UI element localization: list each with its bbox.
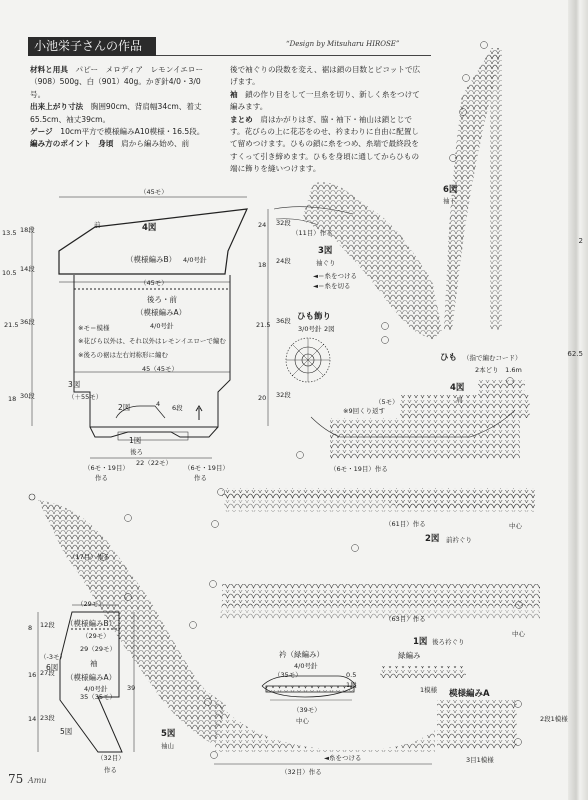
tie-ornament	[286, 338, 330, 382]
instruction-para-left-2: ゲージ 10cm平方で模様編みA10模様・16.5段。	[30, 127, 205, 137]
chart-label: ◄糸をつける	[324, 754, 362, 762]
instruction-para-left-1: 出来上がり寸法 胸囲90cm、背肩幅34cm、着丈65.5cm、袖丈39cm。	[30, 102, 202, 124]
body-label: 2図	[118, 403, 131, 412]
body-label: （6モ・19目）	[84, 464, 129, 472]
body-label: （45モ）	[140, 279, 168, 287]
chart-label: 衿（緑編み）	[279, 650, 324, 659]
sleeve-label: 29（29モ）	[80, 645, 117, 653]
instruction-para-left-3: 編み方のポイント 身頃 肩から編み始め、前	[30, 139, 190, 149]
chart-label: 3目1模様	[466, 756, 494, 764]
chart-label: ◄＝糸を切る	[313, 282, 351, 290]
chart-label: （17目）作る	[69, 553, 110, 561]
chart-label: （5モ）	[375, 398, 399, 406]
sleeve-dimension: 12段	[40, 621, 55, 629]
sleeve-label: （29モ）	[82, 632, 110, 640]
body-dimension: 18	[258, 261, 267, 269]
sleeve-dimension: 16	[28, 671, 37, 679]
body-label: ※花びら以外は、それ以外はレモンイエローで編む	[78, 337, 226, 345]
chart-label: （32目）作る	[281, 768, 322, 776]
body-label: 45（45モ）	[142, 365, 179, 373]
chart-label: 中心	[509, 522, 522, 530]
body-dimension: 36段	[276, 317, 291, 325]
sleeve-label: （模様編みA）	[66, 673, 117, 682]
magazine-name: Amu	[28, 776, 47, 785]
body-dimension: 36段	[20, 318, 35, 326]
chart-label: （6モ・19目）作る	[330, 465, 388, 473]
body-label: （45モ）	[140, 188, 168, 196]
chart-label: 緑編み	[398, 651, 421, 660]
body-label: 4図	[142, 223, 157, 233]
body-dimension: 14段	[20, 265, 35, 273]
body-label: 1図	[129, 436, 142, 445]
body-label: （6モ・19目）	[184, 464, 229, 472]
body-label: 3図	[68, 380, 81, 389]
chart-label: 袖下	[443, 197, 456, 205]
chart-label: 1模様	[420, 686, 438, 694]
body-dimension: 18段	[20, 226, 35, 234]
sleeve-label: （29モ）	[77, 600, 105, 608]
chart-label: ひも飾り	[297, 312, 332, 322]
chart-label: （39モ）	[293, 706, 321, 714]
body-dimension: 24段	[276, 257, 291, 265]
instruction-para-left-0: 材料と用具 パピー メロディア レモンイエロー（908）500g、白（901）40g。かぎ針4/0・3/0号。	[30, 65, 204, 99]
body-dimension: 18	[8, 395, 17, 403]
design-credit: “Design by Mitsuharu HIROSE”	[286, 40, 400, 48]
body-label: 4	[156, 400, 161, 408]
body-label: 後ろ	[130, 448, 143, 456]
chart-label: 2図	[324, 325, 335, 333]
chart-label: 2図	[425, 534, 440, 544]
body-dimension: 32段	[276, 219, 291, 227]
sleeve-dimension: 23段	[40, 714, 55, 722]
body-label: 22（22モ）	[136, 459, 173, 467]
body-dimension: 30段	[20, 392, 35, 400]
body-label: （模様編みB）	[126, 255, 177, 264]
body-dimension: 20	[258, 394, 267, 402]
chart-label: 模様編みA	[449, 689, 490, 699]
body-label: ※後ろの裾は左右対称形に編む	[78, 351, 168, 359]
body-label: 前	[94, 221, 101, 229]
body-dimension: 13.5	[2, 229, 17, 237]
sleeve-label: 5図	[60, 727, 73, 736]
chart-label: 中心	[512, 630, 525, 638]
chart-label: 袖ぐり	[316, 259, 336, 267]
chart-label: （指で編むコード）	[463, 354, 522, 362]
chart-label: 1段	[346, 681, 357, 689]
body-label: （模様編みA）	[136, 308, 187, 317]
chart-label: 肩	[456, 396, 463, 404]
sleeve-dimension: 27段	[40, 669, 55, 677]
sleeve-label: 袖	[90, 659, 98, 668]
chart-label: 6図	[443, 185, 458, 195]
article-title: 小池栄子さんの作品	[28, 37, 156, 56]
chart-label: 1図	[413, 637, 428, 647]
body-label: ※モ＝模様	[78, 324, 110, 332]
sleeve-label: 35（35モ）	[80, 693, 117, 701]
sleeve-label: 4/0号針	[84, 685, 108, 693]
chart-label: 中心	[296, 717, 309, 725]
body-dimension: 21.5	[256, 321, 271, 329]
chart-label: ひも	[440, 353, 458, 363]
chart-label: 3/0号針	[298, 325, 322, 333]
spine-mark: 62.5	[567, 350, 583, 358]
chart-label: ◄＝糸をつける	[313, 272, 357, 280]
body-label: 4/0号針	[150, 322, 174, 330]
instruction-para-right-0: 後で袖ぐりの段数を変え、裾は鎖の目数とピコットで広げます。	[230, 65, 421, 87]
instruction-para-right-2: まとめ 肩はかがりはぎ、脇・袖下・袖山は鎖とじです。花びらの上に花芯をのせ、衿まわりに自由に配置して留めつけます。ひもの鎖に糸をつめ、糸端で最終段をすくって引き締めます。ひもを身頃に通してからひもの端に飾りを縫いつけます。	[230, 114, 420, 174]
chart-label: 2本どり 1.6m	[475, 366, 522, 374]
sleeve-label: （模様編みB）	[66, 619, 117, 628]
sleeve-label: （-3モ）	[40, 653, 66, 661]
chart-label: 0.5	[346, 671, 357, 679]
sleeve-label: 6図	[46, 663, 59, 672]
body-dimension: 6段	[172, 404, 183, 412]
chart-label: 後ろ衿ぐり	[432, 638, 465, 646]
body-dimension: 10.5	[2, 269, 17, 277]
body-label: （＋55モ）	[68, 393, 103, 401]
chart-label: 4図	[450, 383, 465, 393]
chart-label: ※9回くり返す	[343, 407, 386, 415]
sleeve-dimension: 14	[28, 715, 37, 723]
chart-label: （63目）作る	[385, 615, 426, 623]
body-label: 後ろ・前	[147, 295, 177, 304]
body-dimension: 32段	[276, 391, 291, 399]
sleeve-label: 39	[127, 684, 136, 692]
chart-label: 3図	[318, 246, 333, 256]
chart-label: （61目）作る	[385, 520, 426, 528]
chart-label: 前衿ぐり	[446, 536, 472, 544]
page-number: 75	[8, 772, 24, 786]
sleeve-label: 作る	[104, 766, 117, 774]
chart-label: （11目）作る	[292, 229, 333, 237]
chart-label: 袖山	[161, 742, 174, 750]
sleeve-label: （32目）	[97, 754, 125, 762]
body-label: 4/0号針	[183, 256, 207, 264]
chart-label: 2段1模様	[540, 715, 568, 723]
chart-label: 5図	[161, 729, 176, 739]
body-dimension: 21.5	[4, 321, 19, 329]
spine-mark: 2	[578, 237, 583, 245]
chart-label: 4/0号針	[294, 662, 318, 670]
body-label: 作る	[95, 474, 108, 482]
body-label: 作る	[194, 474, 207, 482]
instruction-para-right-1: 袖 鎖の作り目をして一旦糸を切り、新しく糸をつけて編みます。	[230, 89, 420, 112]
sleeve-dimension: 8	[28, 624, 33, 632]
chart-label: （35モ）	[274, 671, 302, 679]
body-dimension: 24	[258, 221, 267, 229]
